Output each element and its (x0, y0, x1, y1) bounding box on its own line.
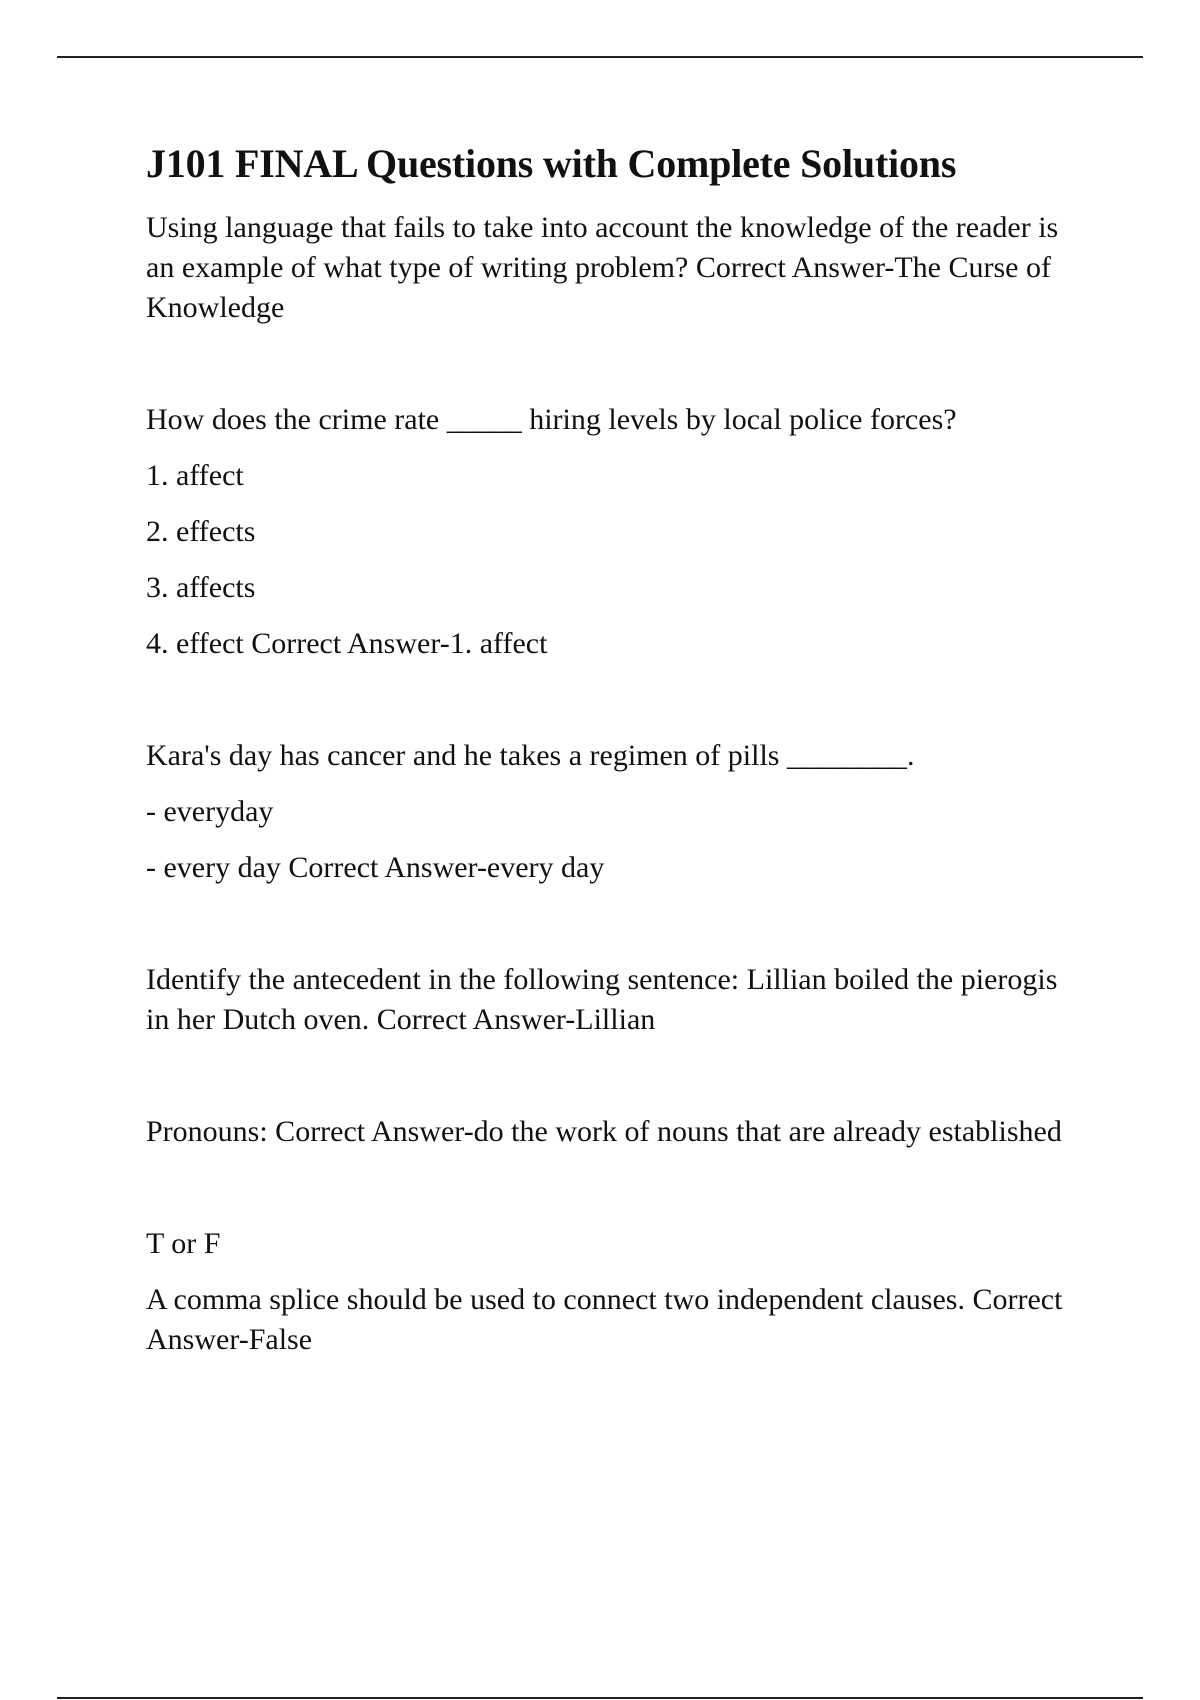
document-title: J101 FINAL Questions with Complete Solutions (146, 141, 957, 186)
bottom-rule (57, 1697, 1143, 1699)
question-5-text: Pronouns: Correct Answer-do the work of nouns that are already established (146, 1115, 1062, 1148)
question-block-4 (146, 960, 1086, 1040)
question-4-text: Identify the antecedent in the following sentence: Lillian boiled the pierogis in her Dutch oven. Correct Answer-Lillian (146, 963, 1058, 1036)
question-block-3 (146, 736, 1086, 888)
top-rule (57, 56, 1143, 58)
document-body (146, 140, 1086, 1432)
question-2-option-2: 2. effects (146, 515, 256, 548)
question-6-text: A comma splice should be used to connect two independent clauses. Correct Answer-False (146, 1283, 1063, 1356)
question-3-option-2-answer: - every day Correct Answer-every day (146, 851, 605, 884)
question-2-option-1: 1. affect (146, 459, 244, 492)
question-6-label: T or F (146, 1227, 221, 1260)
question-1-text: Using language that fails to take into account the knowledge of the reader is an example of what type of writing problem? Correct Answer-The Curse of Knowledge (146, 211, 1059, 324)
question-block-1 (146, 208, 1086, 328)
question-block-6 (146, 1224, 1086, 1360)
question-2-option-3: 3. affects (146, 571, 256, 604)
question-2-option-4-answer: 4. effect Correct Answer-1. affect (146, 627, 548, 660)
question-2-text: How does the crime rate _____ hiring levels by local police forces? (146, 403, 957, 436)
question-3-option-1: - everyday (146, 795, 274, 828)
question-block-2 (146, 400, 1086, 664)
question-3-text: Kara's day has cancer and he takes a regimen of pills ________. (146, 739, 915, 772)
question-block-5 (146, 1112, 1086, 1152)
